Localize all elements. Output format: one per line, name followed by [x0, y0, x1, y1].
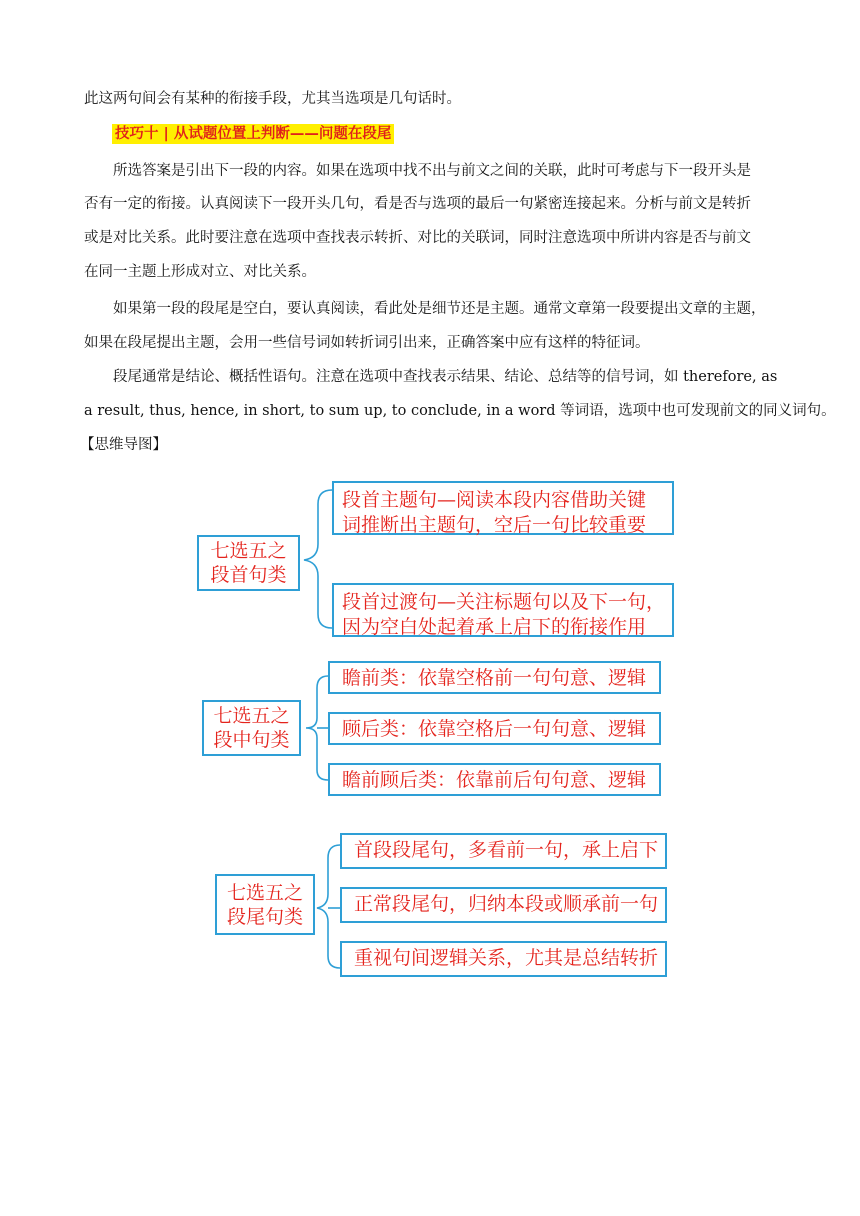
mindmap-root-paragraph-end: [215, 874, 315, 935]
text-line: 在同一主题上形成对立、对比关系。: [84, 264, 316, 280]
text-line: 所选答案是引出下一段的内容。如果在选项中找不出与前文之间的关联，此时可考虑与下一段开头是: [84, 163, 751, 179]
text-line: 或是对比关系。此时要注意在选项中查找表示转折、对比的关联词，同时注意选项中所讲内容是否与前文: [84, 230, 751, 246]
mindmap-leaf: [328, 763, 661, 796]
root-line: 段首句类: [210, 564, 287, 586]
leaf-line: 正常段尾句，归纳本段或顺承前一句: [354, 893, 659, 915]
mindmap-leaf: [340, 941, 667, 977]
leaf-line: 段首主题句—阅读本段内容借助关键: [342, 489, 647, 511]
mindmap-root-paragraph-start: [197, 535, 300, 591]
root-line: 七选五之: [226, 882, 303, 904]
root-line: 七选五之: [213, 705, 290, 727]
text-line: 如果第一段的段尾是空白，要认真阅读，看此处是细节还是主题。通常文章第一段要提出文章的主题，: [84, 301, 766, 317]
leaf-line: 词推断出主题句，空后一句比较重要: [342, 514, 647, 536]
leaf-line: 首段段尾句，多看前一句，承上启下: [354, 839, 659, 861]
leaf-line: 重视句间逻辑关系，尤其是总结转折: [354, 947, 659, 969]
leaf-line: 段首过渡句—关注标题句以及下一句，: [342, 591, 666, 613]
mindmap-leaf: [332, 481, 674, 535]
leaf-line: 顾后类：依靠空格后一句句意、逻辑: [342, 718, 647, 740]
root-line: 段尾句类: [226, 906, 303, 928]
text-line: 此这两句间会有某种的衔接手段，尤其当选项是几句话时。: [84, 91, 461, 107]
leaf-line: 瞻前顾后类：依靠前后句句意、逻辑: [342, 769, 647, 791]
text-line: 否有一定的衔接。认真阅读下一段开头几句，看是否与选项的最后一句紧密连接起来。分析与前文是转折: [84, 196, 751, 212]
mindmap-leaf: [328, 661, 661, 694]
leaf-line: 因为空白处起着承上启下的衔接作用: [342, 616, 647, 638]
text-line: 如果在段尾提出主题，会用一些信号词如转折词引出来，正确答案中应有这样的特征词。: [84, 335, 650, 351]
root-line: 段中句类: [213, 729, 290, 751]
text-line: 段尾通常是结论、概括性语句。注意在选项中查找表示结果、结论、总结等的信号词，如 therefore, as: [84, 369, 778, 385]
mindmap-leaf: [340, 833, 667, 869]
mindmap-root-paragraph-middle: [202, 700, 301, 756]
mindmap-leaf: [332, 583, 674, 637]
leaf-line: 瞻前类：依靠空格前一句句意、逻辑: [342, 667, 647, 689]
root-line: 七选五之: [210, 540, 287, 562]
section-heading: 技巧十 | 从试题位置上判断——问题在段尾: [112, 124, 394, 144]
mindmap-label: 【思维导图】: [80, 437, 167, 453]
mindmap-leaf: [328, 712, 661, 745]
mindmap-leaf: [340, 887, 667, 923]
text-line: a result, thus, hence, in short, to sum up, to conclude, in a word 等词语，选项中也可发现前文的同义词句。: [84, 403, 836, 419]
